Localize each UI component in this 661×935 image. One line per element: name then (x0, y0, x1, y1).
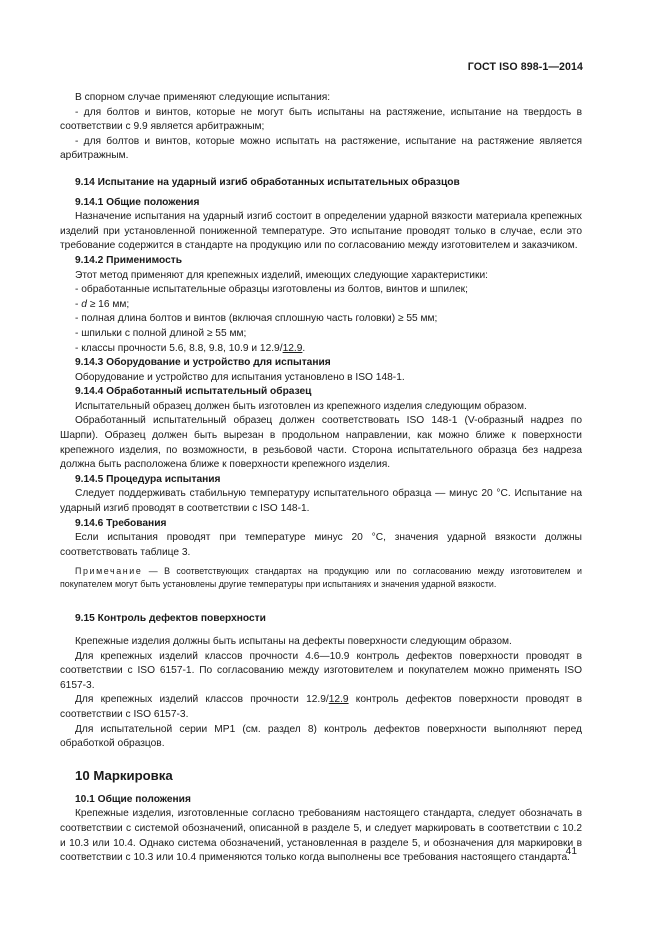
strength-class-link[interactable]: 12.9 (328, 694, 349, 706)
variable-d: d (81, 298, 87, 310)
subsection-heading-9-14-6: 9.14.6 Требования (75, 517, 167, 529)
subsection-heading-9-14-3: 9.14.3 Оборудование и устройство для испытания (75, 357, 331, 369)
list-item: - полная длина болтов и винтов (включая сплошную часть головки) ≥ 55 мм; (75, 313, 438, 325)
paragraph: Испытательный образец должен быть изготовлен из крепежного изделия следующим образом. (75, 400, 527, 412)
list-item-text: - классы прочности 5.6, 8.8, 9.8, 10.9 и 12.9/ (75, 342, 283, 354)
page-number: 41 (565, 846, 577, 857)
list-item (60, 342, 582, 357)
subsection-heading-9-14-1: 9.14.1 Общие положения (75, 196, 200, 208)
paragraph: Обработанный испытательный образец должен соответствовать ISO 148-1 (V-образный надрез по Шарпи). Образец должен быть вырезан в продольном направлении, как можно ближе к поверхности крепежного изделия, по возможности, в резьбовой части. Сторона испытательного образца без надреза должна быть расположена ближе к поверхности крепежного изделия. (60, 415, 582, 471)
list-item: - шпильки с полной длиной ≥ 55 мм; (75, 327, 247, 339)
paragraph: Если испытания проводят при температуре минус 20 °С, значения ударной вязкости должны соответствовать таблице 3. (60, 532, 582, 558)
section-heading-9-14: 9.14 Испытание на ударный изгиб обработанных испытательных образцов (75, 176, 460, 188)
section-heading-10: 10 Маркировка (75, 767, 173, 783)
paragraph: Этот метод применяют для крепежных изделий, имеющих следующие характеристики: (75, 269, 488, 281)
paragraph-text: Для крепежных изделий классов прочности 12.9/ (75, 694, 329, 706)
paragraph: Крепежные изделия должны быть испытаны на дефекты поверхности следующим образом. (75, 636, 512, 647)
paragraph: Крепежные изделия, изготовленные согласно требованиям настоящего стандарта, следует обозначать в соответствии с системой обозначений, описанной в разделе 5, и следует маркировать в соответствии с 10.2 и 10.3 или 10.4. Однако система обозначений, установленная в разделе 5, и обозначения для маркировки в соответствии с 10.3 или 10.4 применяются только когда выполнены все требования настоящего стандарта. (60, 808, 582, 864)
note-label: Примечание (75, 566, 143, 577)
strength-class-link[interactable]: 12.9 (282, 342, 303, 354)
standard-designation: ГОСТ ISO 898-1—2014 (467, 61, 583, 73)
paragraph: Для крепежных изделий классов прочности 4.6—10.9 контроль дефектов поверхности проводят в соответствии с ISO 6157-1. По согласованию между изготовителем и покупателем можно применять ISO 6157-3. (60, 650, 582, 691)
list-item: - обработанные испытательные образцы изготовлены из болтов, винтов и шпилек; (75, 284, 468, 296)
subsection-heading-9-14-5: 9.14.5 Процедура испытания (75, 473, 221, 485)
list-item-text: ≥ 16 мм; (89, 298, 130, 310)
subsection-heading-10-1: 10.1 Общие положения (75, 793, 191, 805)
paragraph: Следует поддерживать стабильную температуру испытательного образца — минус 20 °С. Испытание на ударный изгиб проводят в соответствии с ISO 148-1. (60, 488, 582, 515)
intro-list-item: - для болтов и винтов, которые не могут быть испытаны на растяжение, испытание на твердость в соответствии с 9.9 является арбитражным; (60, 106, 582, 133)
note-text: — В соответствующих стандартах на продукцию или по согласованию между изготовителем и покупателем могут быть установлены другие температуры при испытаниях и значения ударной вязкости. (60, 566, 582, 590)
intro-paragraph: В спорном случае применяют следующие испытания: (75, 92, 331, 103)
paragraph-text: контроль дефектов поверхности проводят в соответствии с ISO 6157-3. (60, 694, 582, 720)
subsection-heading-9-14-2: 9.14.2 Применимость (75, 254, 182, 266)
list-item-end: . (302, 342, 306, 354)
paragraph (60, 693, 582, 722)
paragraph: Для испытательной серии МР1 (см. раздел 8) контроль дефектов поверхности выполняют перед обработкой образцов. (60, 723, 582, 750)
paragraph: Оборудование и устройство для испытания установлено в ISO 148-1. (75, 371, 405, 383)
subsection-heading-9-14-4: 9.14.4 Обработанный испытательный образец (75, 386, 312, 398)
list-dash: - (75, 298, 82, 310)
list-item (60, 298, 582, 313)
section-heading-9-15: 9.15 Контроль дефектов поверхности (75, 613, 266, 625)
intro-list-item: - для болтов и винтов, которые можно испытать на растяжение, испытание на растяжение является арбитражным. (60, 135, 582, 162)
note (60, 565, 582, 591)
page-content (60, 91, 582, 866)
paragraph: Назначение испытания на ударный изгиб состоит в определении ударной вязкости материала крепежных изделий при установленной пониженной температуре. Это испытание проводят только в случае, если это требование содержится в стандарте на продукцию или по согласованию между изготовителем и заказчиком. (60, 211, 582, 252)
